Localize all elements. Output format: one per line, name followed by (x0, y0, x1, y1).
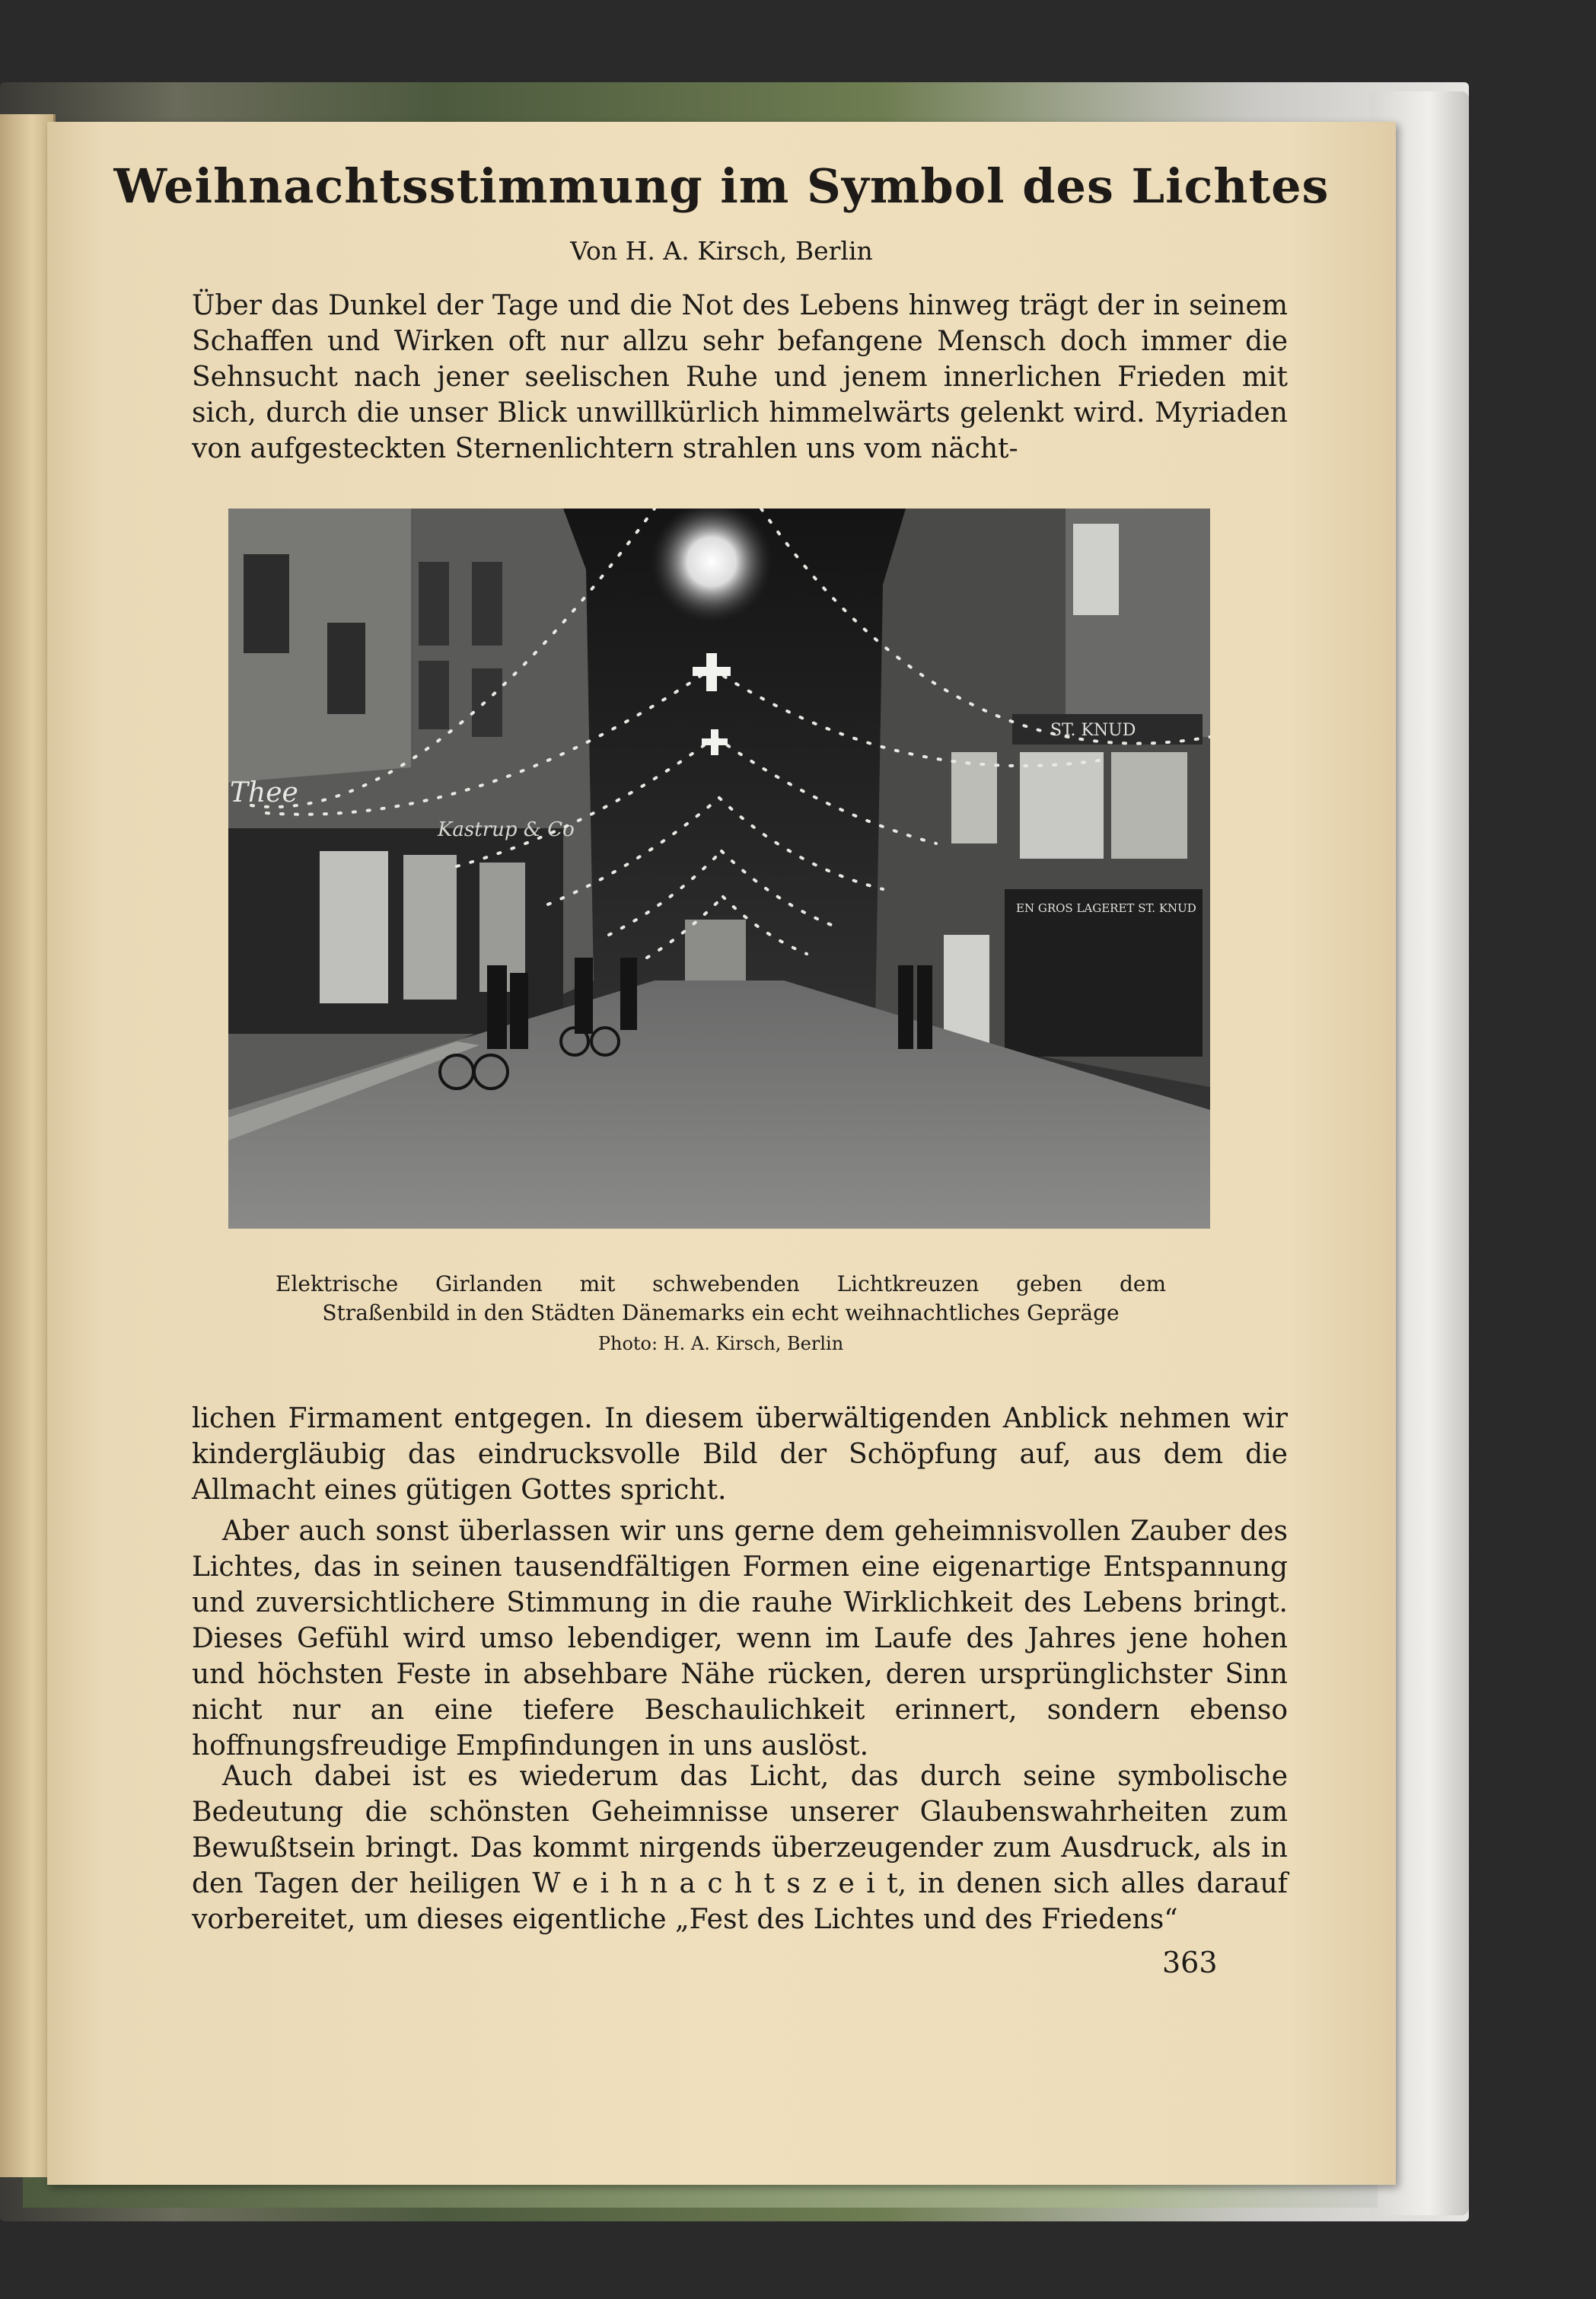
book-page (47, 122, 1396, 2185)
left-edge-sign: Thee (230, 777, 298, 808)
right-shop-sign: EN GROS LAGERET ST. KNUD (1016, 901, 1196, 915)
right-top-sign: ST. KNUD (1050, 721, 1136, 740)
article-byline: Von H. A. Kirsch, Berlin (570, 236, 873, 266)
street-photo (228, 509, 1210, 1229)
caption-line-1: Elektrische Girlanden mit schwebenden Lichtkreuzen geben dem (276, 1271, 1166, 1296)
paragraph-3: Aber auch sonst überlassen wir uns gerne dem geheimnisvollen Zauber des Lichtes, das in seinen tausendfältigen Formen eine eigenartige Entspannung und zuversichtlichere Stimmung in die rauhe Wirklichkeit des Lebens bringt. Dieses Gefühl wird umso lebendiger, wenn im Laufe des Jahres jene hohen und höchsten Feste in absehbare Nähe rücken, deren ursprünglichster Sinn nicht nur an eine tiefere Beschaulichkeit erinnert, sondern ebenso hoffnungsfreudige Empfindungen in uns auslöst. (192, 1516, 1288, 1762)
left-shop-sign: Kastrup & Co (438, 818, 575, 841)
paragraph-1: Über das Dunkel der Tage und die Not des Lebens hinweg trägt der in seinem Schaffen und Wirken oft nur allzu sehr befangene Mensch doch immer die Sehnsucht nach jener seelischen Ruhe und jenem innerlichen Frieden mit sich, durch die unser Blick unwillkürlich himmelwärts gelenkt wird. Myriaden von aufgesteckten Sternenlichtern strahlen uns vom nächt- (192, 290, 1288, 464)
caption-line-2: Straßenbild in den Städten Dänemarks ein echt weihnachtliches Gepräge (322, 1300, 1120, 1325)
article-title: Weihnachtsstimmung im Symbol des Lichtes (113, 158, 1330, 214)
paragraph-4: Auch dabei ist es wiederum das Licht, das durch seine symbolische Bedeutung die schönsten Geheimnisse unserer Glaubenswahrheiten zum Bewußtsein bringt. Das kommt nirgends überzeugender zum Ausdruck, als in den Tagen der heiligen W e i h n a c h t s z e i t, in denen sich alles darauf vorbereitet, um dieses eigentliche „Fest des Lichtes und des Friedens“ (192, 1761, 1288, 1935)
page-number: 363 (1162, 1946, 1218, 1979)
photo-credit: Photo: H. A. Kirsch, Berlin (597, 1333, 844, 1354)
paragraph-2: lichen Firmament entgegen. In diesem überwältigenden Anblick nehmen wir kindergläubig das eindrucksvolle Bild der Schöpfung auf, aus dem die Allmacht eines gütigen Gottes spricht. (192, 1403, 1288, 1506)
